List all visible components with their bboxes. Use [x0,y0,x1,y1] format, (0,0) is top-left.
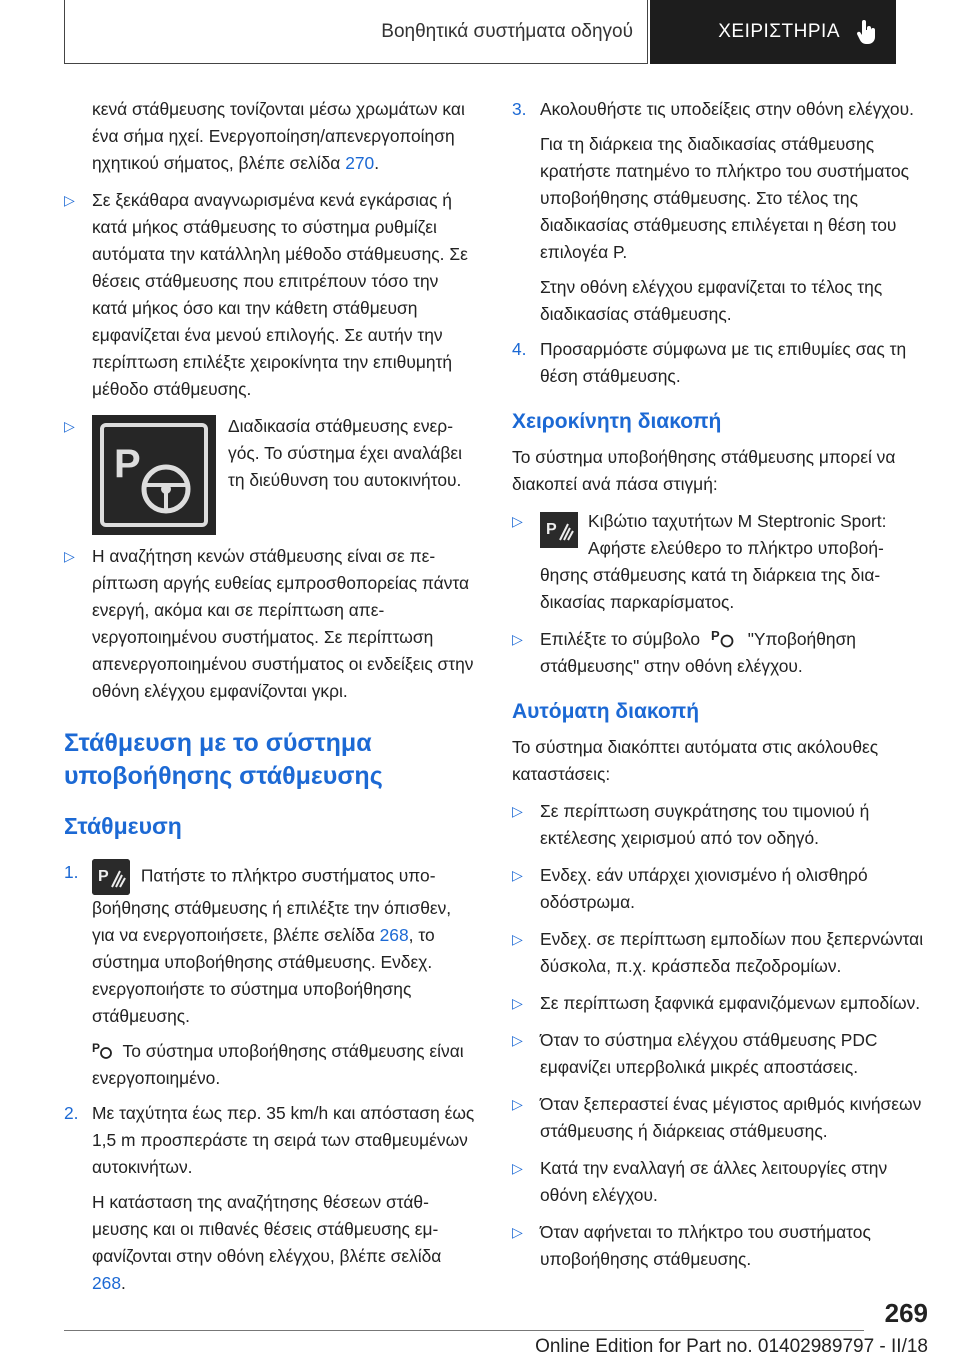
list-item: ▷ Σε περίπτωση ξαφνικά εμφανιζόμενων εμποδίων. [512,990,926,1017]
step-3-note-1: Για τη διάρκεια της διαδικασίας στάθμευσης κρατήστε πατημένο το πλήκτρο του συστήματος υποβοήθησης στάθμευσης. Στο τέλος της διαδικασίας στάθμευσης επιλέγεται η θέση του επιλογέα P. [540,134,910,262]
header-chapter: Βοηθητικά συστήματα οδηγού [381,20,633,42]
bullet-marker: ▷ [512,803,523,819]
right-column [512,96,926,1283]
svg-text:P: P [92,1041,101,1055]
step-3-note-2: Στην οθόνη ελέγχου εμφανίζεται το τέλος της διαδικασίας στάθμευσης. [540,277,883,324]
list-item: ▷ Όταν το σύστημα ελέγχου στάθμευσης PDC εμφανίζει υπερβολικά μικρές αποστάσεις. [512,1027,926,1081]
step-1: 1. P Πατήστε το πλήκτρο συστήματος υποβοήθησης στάθμευσης ή επιλέξτε την όπισθεν, για να ενεργοποιήσετε, βλέπε σελίδα 268, το σύστημα υποβοήθησης στάθμευσης. Ενδεχ. ενεργοποιήστε το σύστημα υποβοήθησης στάθμευσης. P Το σύστημα υποβοήθησης στάθμευσης είναι ενεργοποιημένο. [64,859,478,1092]
bullet-marker: ▷ [512,1032,523,1048]
header-section: ΧΕΙΡΙΣΤΗΡΙΑ [718,21,840,42]
footer-divider [64,1330,864,1331]
park-assist-button-icon [92,859,130,895]
bullet-marker: ▷ [512,995,523,1011]
step-3: 3. Ακολουθήστε τις υποδείξεις στην οθόνη ελέγχου. Για τη διάρκεια της διαδικασίας στάθμευσης κρατήστε πατημένο το πλήκτρο του συστήματος υποβοήθησης στάθμευσης. Στο τέλος της διαδικασίας στάθμευσης επιλέγεται η θέση του επιλογέα P. Στην οθόνη ελέγχου εμφανίζεται το τέλος της διαδικασίας στάθμευσης. [512,96,926,328]
list-item: ▷ P Κιβώτιο ταχυτήτων M Steptronic Sport: Αφήστε ελεύθερο το πλήκτρο υποβοήθησης στάθμευσης κατά τη διάρκεια της διαδικασίας παρκαρίσματος. [512,508,926,616]
step-4: 4. Προσαρμόστε σύμφωνα με τις επιθυμίες σας τη θέση στάθμευσης. [512,336,926,390]
page-number: 269 [884,1298,928,1328]
list-item: ▷ Επιλέξτε το σύμβολο P "Υποβοήθηση στάθμευσης" στην οθόνη ελέγχου. [512,628,856,676]
bullet-marker: ▷ [512,1160,523,1176]
hand-pointer-icon [856,20,878,44]
page-link-270[interactable]: 270 [345,153,375,173]
bullet-marker: ▷ [64,192,75,208]
park-assist-active-icon [92,1040,114,1060]
list-item: ▷ Όταν ξεπεραστεί ένας μέγιστος αριθμός κινήσεων στάθμευσης ή διάρκειας στάθμευσης. [512,1091,926,1145]
heading-auto-interrupt: Αυτόματη διακοπή [512,700,700,723]
park-assist-button-icon [540,512,578,548]
auto-intro: Το σύστημα διακόπτει αυτόματα στις ακόλουθες καταστάσεις: [512,737,879,784]
header-chapter-box [64,0,648,64]
bullet-marker: ▷ [512,631,523,647]
bullet-marker: ▷ [512,1096,523,1112]
bullet-marker: ▷ [64,548,75,564]
page-link-268[interactable]: 268 [379,925,409,945]
paragraph-continued: κενά στάθμευσης τονίζονται μέσω χρωμάτων και ένα σήμα ηχεί. Ενεργοποίηση/απενεργοποίηση ηχητικού σήματος, βλέπε σελίδα 270. [92,99,465,173]
list-item: ▷ Ενδεχ. εάν υπάρχει χιονισμένο ή ολισθηρό οδόστρωμα. [512,862,926,916]
footer-edition: Online Edition for Part no. 01402989797 - II/18 [535,1336,928,1357]
step-number: 2. [64,1103,79,1123]
step-number: 3. [512,99,527,119]
left-column [64,96,478,1305]
park-assist-symbol-icon [711,627,737,649]
list-item: ▷ Σε ξεκάθαρα αναγνωρισμένα κενά εγκάρσιας ή κατά μήκος στάθμευσης το σύστημα ρυθμίζει αυτόματα την κατάλληλη μέθοδο στάθμευσης. Σε θέσεις στάθμευσης που επιτρέπουν τόσο την κατά μήκος όσο και την κάθετη στάθμευση εμφανίζεται ένα μενού επιλογής. Σε αυτήν την περίπτωση επιλέξτε χειροκίνητα την επιθυμητή μέθοδο στάθμευσης. [64,187,478,403]
list-item: ▷ P Διαδικασία στάθμευσης ενεργός. Το σύστημα έχει αναλάβει τη διεύθυνση του αυτοκινήτου. [64,413,478,533]
step-2-note: Η κατάσταση της αναζήτησης θέσεων στάθμευσης και οι πιθανές θέσεις στάθμευσης εμφανίζονται στην οθόνη ελέγχου, βλέπε σελίδα 268. [92,1192,442,1293]
bullet-marker: ▷ [512,931,523,947]
svg-text:P: P [98,868,109,885]
park-steering-icon [92,415,216,535]
bullet-marker: ▷ [512,867,523,883]
heading-manual-interrupt: Χειροκίνητη διακοπή [512,410,722,433]
svg-text:P: P [114,442,141,486]
svg-text:P: P [546,521,557,538]
manual-intro: Το σύστημα υποβοήθησης στάθμευσης μπορεί να διακοπεί ανά πάσα στιγμή: [512,447,896,494]
svg-text:P: P [710,628,720,643]
header-section-tab [650,0,896,64]
bullet-marker: ▷ [512,1224,523,1240]
step-1-note: P Το σύστημα υποβοήθησης στάθμευσης είναι ενεργοποιημένο. [92,1041,464,1088]
list-item: ▷ Σε περίπτωση συγκράτησης του τιμονιού ή εκτέλεσης χειρισμού από τον οδηγό. [512,798,926,852]
step-number: 4. [512,339,527,359]
bullet-marker: ▷ [64,418,75,434]
page-link-268[interactable]: 268 [92,1273,122,1293]
list-item: ▷ Όταν αφήνεται το πλήκτρο του συστήματος υποβοήθησης στάθμευσης. [512,1219,926,1273]
list-item: ▷ Ενδεχ. σε περίπτωση εμποδίων που ξεπερνώνται δύσκολα, π.χ. κράσπεδα πεζοδρομίων. [512,926,926,980]
list-item: ▷ Κατά την εναλλαγή σε άλλες λειτουργίες στην οθόνη ελέγχου. [512,1155,926,1209]
section-heading: Στάθμευση με το σύστημα υποβοήθησης στάθμευσης [64,729,383,790]
bullet-marker: ▷ [512,513,523,529]
subsection-heading: Στάθμευση [64,813,182,839]
list-item: ▷ Η αναζήτηση κενών στάθμευσης είναι σε περίπτωση αργής ευθείας εμπροσθοπορείας πάντα ενεργή, ακόμα και σε περίπτωση απενεργοποιημένου συστήματος. Σε περίπτωση απενεργοποιημένου συστήματος οι ενδείξεις στην οθόνη ελέγχου εμφανίζονται γκρι. [64,543,478,705]
step-2: 2. Με ταχύτητα έως περ. 35 km/h και απόσταση έως 1,5 m προσπεράστε τη σειρά των σταθμευμένων αυτοκινήτων. Η κατάσταση της αναζήτησης θέσεων στάθμευσης και οι πιθανές θέσεις στάθμευσης εμφανίζονται στην οθόνη ελέγχου, βλέπε σελίδα 268. [64,1100,478,1297]
step-number: 1. [64,862,79,882]
